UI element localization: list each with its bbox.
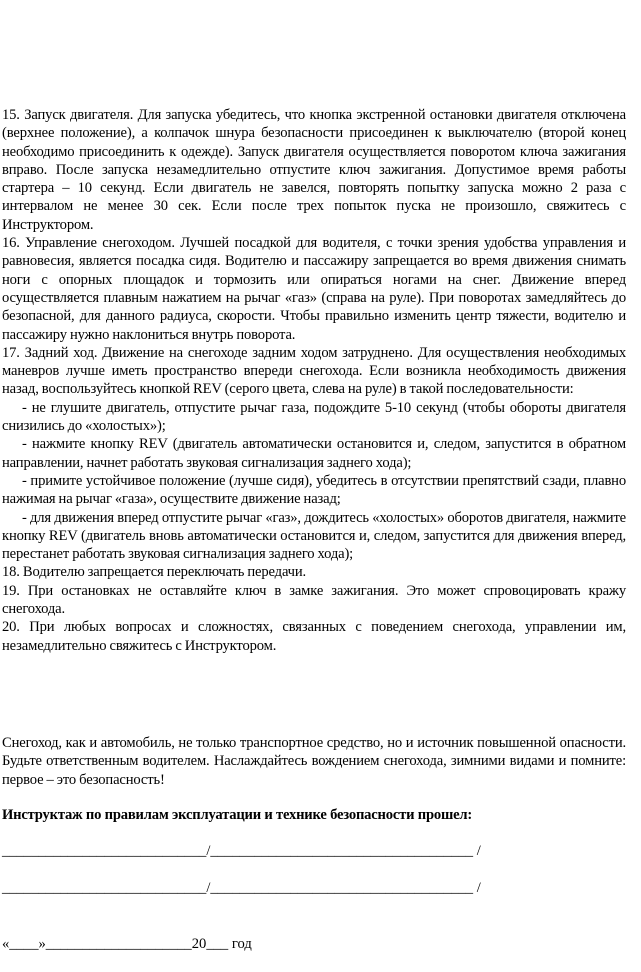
paragraph-15-engine-start: 15. Запуск двигателя. Для запуска убедитесь, что кнопка экстренной остановки двигателя отключена (верхнее положение), а колпачок шнура безопасности присоединен к выключателю (второй конец необходимо присоединить к одежде). Запуск двигателя осуществляется поворотом ключа зажигания вправо. После запуска незамедлительно отпустите ключ зажигания. Допустимое время работы стартера – 10 секунд. Если двигатель не завелся, повторять попытку запуска можно 2 раза с интервалом не менее 30 сек. Если после трех попыток пуска не произошло, свяжитесь с Инструктором.	[2, 107, 626, 233]
paragraph-17-reverse: 17. Задний ход. Движение на снегоходе задним ходом затруднено. Для осуществления необходимых маневров лучше иметь пространство впереди снегохода. Если возникла необходимость движения назад, воспользуйтесь кнопкой REV (серого цвета, слева на руле) в такой последовательности:	[2, 344, 626, 398]
reverse-step-3: - примите устойчивое положение (лучше сидя), убедитесь в отсутствии препятствий сзади, плавно нажимая на рычаг «газа», осуществите движение назад;	[2, 472, 626, 508]
signature-line[interactable]: ____________________________/____________________________________ /	[2, 843, 481, 859]
signature-line[interactable]: ____________________________/____________________________________ /	[2, 880, 481, 896]
paragraph-19-key: 19. При остановках не оставляйте ключ в замке зажигания. Это может спровоцировать кражу снегохода.	[2, 582, 626, 618]
paragraph-20-questions: 20. При любых вопросах и сложностях, связанных с поведением снегохода, управлении им, незамедлительно свяжитесь с Инструктором.	[2, 619, 626, 654]
closing-paragraph: Снегоход, как и автомобиль, не только транспортное средство, но и источник повышенной опасности. Будьте ответственным водителем. Наслаждайтесь вождением снегохода, зимними видами и помните: первое – это безопасность!	[2, 735, 626, 788]
reverse-step-4: - для движения вперед отпустите рычаг «газ», дождитесь «холостых» оборотов двигателя, нажмите кнопку REV (двигатель вновь автоматически остановится и, следом, запустится для движения вперед, перестанет работать звуковая сигнализация заднего хода);	[2, 509, 626, 563]
paragraph-16-control: 16. Управление снегоходом. Лучшей посадкой для водителя, с точки зрения удобства управления и равновесия, является посадка сидя. Водителю и пассажиру запрещается во время движения снимать ноги с опорных площадок и тормозить или опираться ногами на снег. Движение вперед осуществляется плавным нажатием на рычаг «газ» (справа на руле). При поворотах замедляйтесь до безопасной, для данного радиуса, скорости. Чтобы правильно изменить центр тяжести, водителю и пассажиру нужно наклониться внутрь поворота.	[2, 235, 626, 343]
closing-note	[2, 734, 626, 789]
reverse-step-2: - нажмите кнопку REV (двигатель автоматически остановится и, следом, запустится в обратном направлении, начнет работать звуковая сигнализация заднего хода);	[2, 436, 626, 471]
instruction-text	[2, 106, 626, 655]
paragraph-18-gears: 18. Водителю запрещается переключать передачи.	[2, 564, 307, 581]
reverse-step-1: - не глушите двигатель, отпустите рычаг газа, подождите 5-10 секунд (чтобы обороты двигателя снизились до «холостых»);	[2, 399, 626, 435]
briefing-heading: Инструктаж по правилам эксплуатации и технике безопасности прошел:	[2, 807, 473, 823]
date-line[interactable]: «____»____________________20___ год	[2, 936, 252, 952]
